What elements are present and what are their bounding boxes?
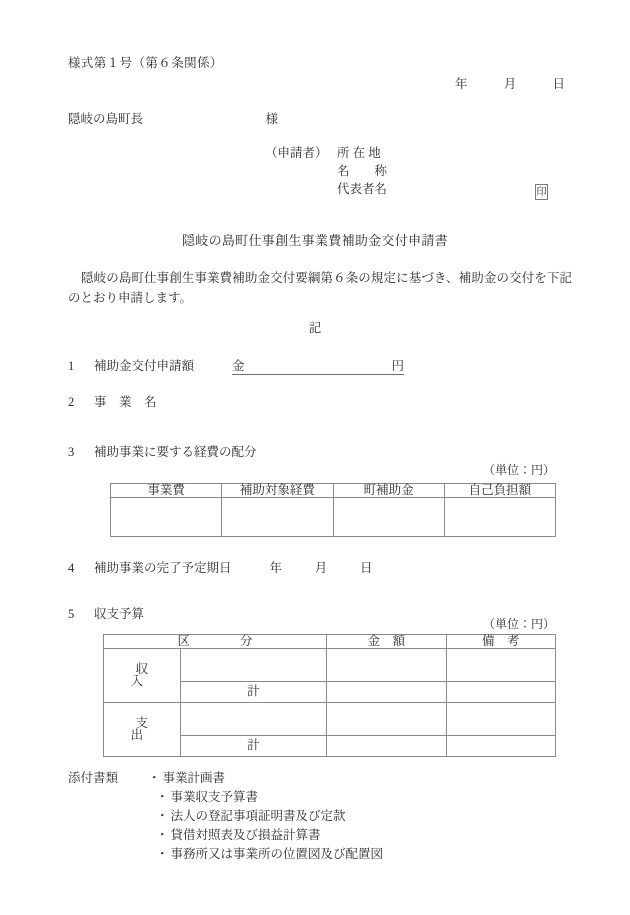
- budget-cell-expense-total-note[interactable]: [446, 735, 555, 756]
- expense-cell-self-burden[interactable]: [444, 497, 555, 536]
- lead-paragraph: 隠岐の島町仕事創生事業費補助金交付要綱第６条の規定に基づき、補助金の交付を下記のとおり申請します。: [68, 271, 572, 305]
- item-project-name: [68, 396, 157, 409]
- budget-cell-income-total-label: 計: [180, 681, 326, 702]
- item-5-number: 5: [68, 607, 75, 621]
- budget-cell-income-total-amount[interactable]: [326, 681, 446, 702]
- page-title: 隠岐の島町仕事創生事業費補助金交付申請書: [181, 233, 448, 248]
- addressee-honorific: 様: [265, 112, 278, 126]
- item-3-number: 3: [68, 445, 75, 459]
- item-2-label: 事 業 名: [94, 395, 157, 409]
- item-completion-date: [68, 562, 373, 575]
- expense-header-self-burden: 自己負担額: [444, 484, 555, 498]
- header-date-line: [455, 78, 565, 91]
- applicant-tag: （申請者）: [265, 146, 328, 160]
- applicant-name-row: [265, 165, 409, 183]
- attachment-label: 法人の登記事項証明書及び定款: [170, 809, 346, 823]
- bullet-icon: ・: [156, 847, 169, 861]
- seal-stamp-icon: 印: [535, 184, 548, 200]
- budget-cell-expense-amount[interactable]: [326, 702, 446, 735]
- bullet-icon: ・: [156, 790, 169, 804]
- budget-cell-income-total-note[interactable]: [446, 681, 555, 702]
- budget-cell-expense-total-label: 計: [180, 735, 326, 756]
- budget-table: [103, 634, 556, 757]
- item-3-label: 補助事業に要する経費の配分: [94, 445, 257, 459]
- completion-year-label: 年: [269, 561, 283, 575]
- subsidy-amount-field[interactable]: [232, 360, 404, 375]
- budget-cell-expense-note[interactable]: [446, 702, 555, 735]
- completion-month-label: 月: [314, 561, 328, 575]
- expense-allocation-table: [110, 483, 556, 537]
- budget-header-category: 区 分: [104, 635, 327, 649]
- expense-table-unit-note: （単位：円）: [482, 463, 555, 477]
- item-1-number: 1: [68, 359, 75, 373]
- attachment-label: 貸借対照表及び損益計算書: [170, 828, 321, 842]
- budget-header-note: 備 考: [446, 635, 555, 649]
- budget-cell-income-amount[interactable]: [326, 648, 446, 681]
- attachment-item: [68, 848, 383, 867]
- budget-group-expense: 支 出: [104, 702, 181, 756]
- attachment-item: [68, 791, 383, 810]
- item-2-number: 2: [68, 395, 75, 409]
- expense-table-row: [111, 497, 556, 536]
- item-4-label: 補助事業の完了予定期日: [94, 561, 232, 575]
- expense-header-project-cost: 事業費: [111, 484, 222, 498]
- addressee-name: 隠岐の島町長: [68, 112, 144, 126]
- form-number: 様式第１号（第６条関係）: [68, 56, 223, 70]
- budget-row-income-entry: [104, 648, 556, 681]
- budget-cell-expense-label[interactable]: [180, 702, 326, 735]
- date-day-label: 日: [552, 77, 565, 91]
- budget-header-amount: 金 額: [326, 635, 446, 649]
- completion-day-label: 日: [359, 561, 373, 575]
- ki-marker: 記: [308, 321, 322, 335]
- expense-header-town-subsidy: 町補助金: [333, 484, 444, 498]
- expense-cell-project-cost[interactable]: [111, 497, 222, 536]
- budget-cell-income-label[interactable]: [180, 648, 326, 681]
- applicant-name-label: 名 称: [337, 164, 388, 178]
- amount-prefix: 金: [232, 359, 245, 373]
- amount-suffix: 円: [391, 359, 405, 373]
- expense-table-header-row: [111, 484, 556, 498]
- attachment-item: [68, 829, 383, 848]
- item-1-label: 補助金交付申請額: [94, 359, 195, 373]
- attachments-section: [68, 772, 383, 867]
- attachments-first-row: [68, 772, 383, 791]
- addressee-line: [68, 113, 278, 126]
- applicant-block: [265, 146, 547, 201]
- completion-date-fields[interactable]: [270, 562, 373, 575]
- item-expense-allocation: [68, 446, 257, 459]
- applicant-address-row: [265, 147, 409, 165]
- date-year-label: 年: [455, 77, 468, 91]
- attachment-item: [68, 810, 383, 829]
- budget-group-income: 収 入: [104, 648, 181, 702]
- applicant-representative-row: [265, 183, 409, 201]
- attachments-heading: 添付書類: [68, 771, 119, 785]
- budget-cell-income-note[interactable]: [446, 648, 555, 681]
- bullet-icon: ・: [148, 771, 161, 785]
- attachment-item: [148, 772, 225, 785]
- applicant-representative-label: 代表者名: [337, 182, 388, 196]
- expense-cell-eligible-cost[interactable]: [222, 497, 333, 536]
- item-subsidy-amount: [68, 360, 404, 375]
- budget-table-header-row: [104, 635, 556, 649]
- expense-cell-town-subsidy[interactable]: [333, 497, 444, 536]
- date-month-label: 月: [503, 77, 517, 91]
- budget-cell-expense-total-amount[interactable]: [326, 735, 446, 756]
- attachment-label: 事業計画書: [162, 771, 226, 785]
- bullet-icon: ・: [156, 828, 169, 842]
- expense-header-eligible-cost: 補助対象経費: [222, 484, 333, 498]
- applicant-address-label: 所 在 地: [337, 146, 381, 160]
- bullet-icon: ・: [156, 809, 169, 823]
- budget-table-unit-note: （単位：円）: [482, 617, 555, 631]
- attachment-label: 事業収支予算書: [170, 790, 259, 804]
- item-4-number: 4: [68, 561, 75, 575]
- item-5-label: 収支予算: [94, 607, 145, 621]
- budget-row-expense-entry: [104, 702, 556, 735]
- attachment-label: 事務所又は事業所の位置図及び配置図: [170, 847, 384, 861]
